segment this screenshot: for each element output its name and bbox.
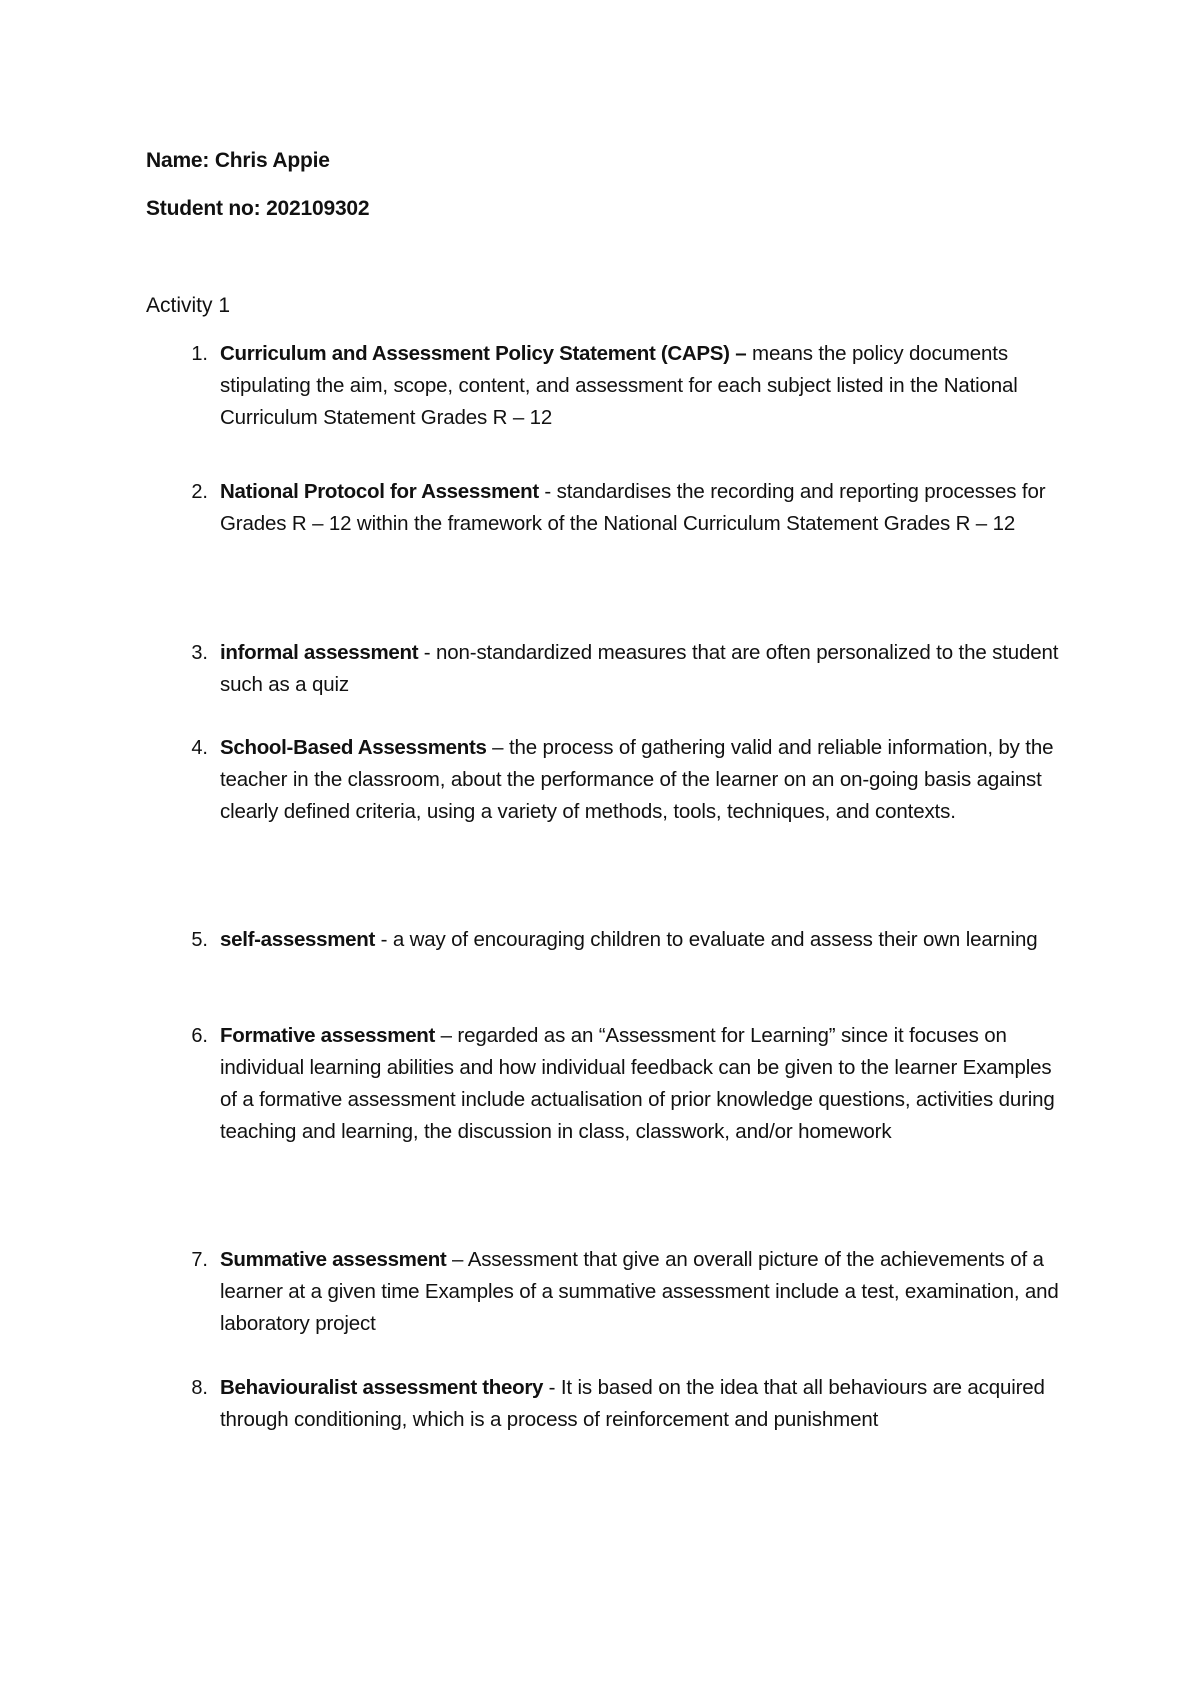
item-body	[220, 1372, 1070, 1436]
student-name: Name: Chris Appie	[146, 149, 330, 172]
item-number: 8.	[191, 1377, 208, 1399]
item-number: 2.	[191, 481, 208, 503]
item-term: Formative assessment	[220, 1024, 436, 1047]
item-body	[220, 1020, 1070, 1148]
item-term: Summative assessment	[220, 1248, 447, 1271]
item-term: Behaviouralist assessment theory	[220, 1376, 544, 1399]
item-number: 4.	[191, 737, 208, 759]
item-term: informal assessment	[220, 641, 419, 664]
item-body	[220, 476, 1070, 540]
item-body	[220, 732, 1070, 828]
item-separator: –	[729, 342, 753, 365]
item-body	[220, 637, 1070, 701]
item-term: National Protocol for Assessment	[220, 480, 539, 503]
item-separator: -	[538, 480, 557, 503]
item-separator: –	[486, 736, 509, 759]
item-definition: the process of gathering valid and reliable information, by the teacher in the classroom, about the performance of the learner on an on-going basis against clearly defined criteria, using a variety of methods, tools, techniques, and contexts.	[220, 736, 1054, 823]
item-separator: -	[543, 1376, 561, 1399]
item-number: 1.	[191, 343, 208, 365]
item-number: 7.	[191, 1249, 208, 1271]
item-body	[220, 924, 1070, 956]
item-definition: standardises the recording and reporting processes for Grades R – 12 within the framework of the National Curriculum Statement Grades R – 12	[220, 480, 1046, 535]
item-separator: -	[375, 928, 393, 951]
item-term: School-Based Assessments	[220, 736, 487, 759]
item-number: 5.	[191, 929, 208, 951]
item-definition: non-standardized measures that are often personalized to the student such as a quiz	[220, 641, 1059, 696]
activity-title: Activity 1	[146, 294, 231, 317]
item-term: Curriculum and Assessment Policy Statement (CAPS)	[220, 342, 730, 365]
item-separator: –	[446, 1248, 468, 1271]
item-definition: a way of encouraging children to evaluate and assess their own learning	[392, 928, 1038, 951]
item-body	[220, 1244, 1070, 1340]
student-number: Student no: 202109302	[146, 197, 370, 220]
item-term: self-assessment	[220, 928, 376, 951]
item-definition: means the policy documents stipulating the aim, scope, content, and assessment for each subject listed in the National Curriculum Statement Grades R – 12	[220, 342, 1018, 429]
item-separator: –	[435, 1024, 458, 1047]
item-definition: regarded as an “Assessment for Learning” since it focuses on individual learning abilities and how individual feedback can be given to the learner Examples of a formative assessment include actualisation of prior knowledge questions, activities during teaching and learning, the discussion in class, classwork, and/or homework	[220, 1024, 1055, 1143]
item-definition: Assessment that give an overall picture of the achievements of a learner at a given time Examples of a summative assessment include a test, examination, and laboratory project	[220, 1248, 1059, 1335]
item-number: 3.	[191, 642, 208, 664]
item-body	[220, 338, 1070, 434]
item-definition: It is based on the idea that all behaviours are acquired through conditioning, which is a process of reinforcement and punishment	[220, 1376, 1045, 1431]
item-number: 6.	[191, 1025, 208, 1047]
item-separator: -	[418, 641, 437, 664]
